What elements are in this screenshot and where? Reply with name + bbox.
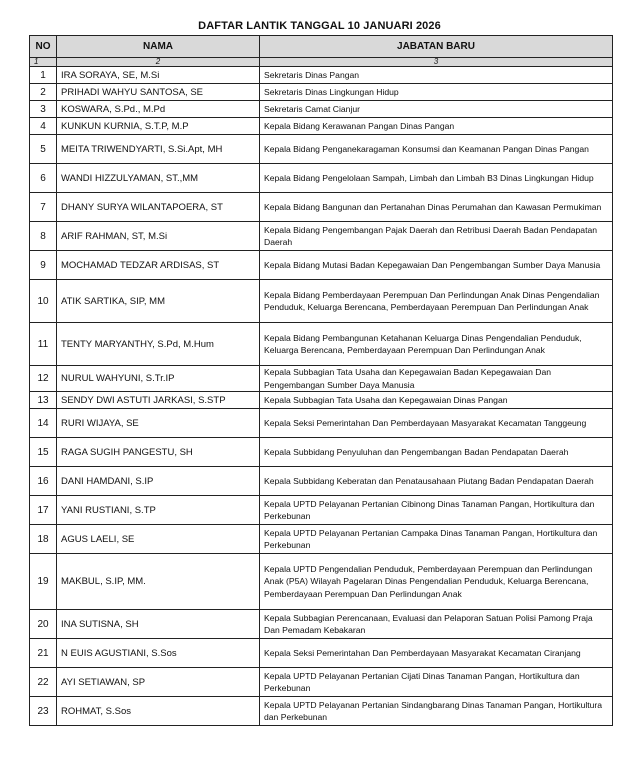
position-title: Kepala Bidang Mutasi Badan Kepegawaian Dan Pengembangan Sumber Daya Manusia (260, 251, 613, 280)
person-name: DANI HAMDANI, S.IP (57, 467, 260, 496)
position-title: Kepala Bidang Kerawanan Pangan Dinas Pangan (260, 118, 613, 135)
position-title: Kepala Bidang Bangunan dan Pertanahan Dinas Perumahan dan Kawasan Permukiman (260, 193, 613, 222)
position-title: Kepala UPTD Pelayanan Pertanian Campaka Dinas Tanaman Pangan, Hortikultura dan Perkebunan (260, 525, 613, 554)
row-number: 16 (30, 467, 57, 496)
table-row (30, 366, 613, 392)
row-number: 4 (30, 118, 57, 135)
row-number: 22 (30, 668, 57, 697)
row-number: 14 (30, 409, 57, 438)
table-row (30, 193, 613, 222)
person-name: MOCHAMAD TEDZAR ARDISAS, ST (57, 251, 260, 280)
table-row (30, 525, 613, 554)
table-row (30, 135, 613, 164)
table-row (30, 101, 613, 118)
position-title: Kepala Subbidang Keberatan dan Penatausahaan Piutang Badan Pendapatan Daerah (260, 467, 613, 496)
row-number: 11 (30, 323, 57, 366)
row-number: 9 (30, 251, 57, 280)
position-title: Sekretaris Camat Cianjur (260, 101, 613, 118)
person-name: WANDI HIZZULYAMAN, ST.,MM (57, 164, 260, 193)
table-row (30, 438, 613, 467)
header-nama: NAMA (57, 36, 260, 58)
table-row (30, 280, 613, 323)
person-name: AYI SETIAWAN, SP (57, 668, 260, 697)
table-row (30, 164, 613, 193)
position-title: Sekretaris Dinas Pangan (260, 67, 613, 84)
position-title: Kepala Bidang Pemberdayaan Perempuan Dan Perlindungan Anak Dinas Pengendalian Penduduk, Keluarga Berencana, Pemberdayaan Perempuan Dan Perlindungan Anak (260, 280, 613, 323)
position-title: Kepala Bidang Pengelolaan Sampah, Limbah dan Limbah B3 Dinas Lingkungan Hidup (260, 164, 613, 193)
table-row (30, 323, 613, 366)
table-row (30, 668, 613, 697)
row-number: 8 (30, 222, 57, 251)
row-number: 18 (30, 525, 57, 554)
row-number: 23 (30, 697, 57, 726)
position-title: Kepala Bidang Penganekaragaman Konsumsi dan Keamanan Pangan Dinas Pangan (260, 135, 613, 164)
person-name: ARIF RAHMAN, ST, M.Si (57, 222, 260, 251)
column-index: 3 (260, 58, 613, 67)
row-number: 21 (30, 639, 57, 668)
position-title: Kepala Subbagian Tata Usaha dan Kepegawaian Dinas Pangan (260, 392, 613, 409)
position-title: Sekretaris Dinas Lingkungan Hidup (260, 84, 613, 101)
row-number: 7 (30, 193, 57, 222)
person-name: NURUL WAHYUNI, S.Tr.IP (57, 366, 260, 392)
person-name: PRIHADI WAHYU SANTOSA, SE (57, 84, 260, 101)
table-row (30, 554, 613, 610)
person-name: N EUIS AGUSTIANI, S.Sos (57, 639, 260, 668)
position-title: Kepala UPTD Pelayanan Pertanian Cijati Dinas Tanaman Pangan, Hortikultura dan Perkebunan (260, 668, 613, 697)
row-number: 10 (30, 280, 57, 323)
position-title: Kepala Seksi Pemerintahan Dan Pemberdayaan Masyarakat Kecamatan Tanggeung (260, 409, 613, 438)
table-row (30, 639, 613, 668)
person-name: MEITA TRIWENDYARTI, S.Si.Apt, MH (57, 135, 260, 164)
person-name: KOSWARA, S.Pd., M.Pd (57, 101, 260, 118)
row-number: 13 (30, 392, 57, 409)
column-index: 1 (30, 58, 57, 67)
row-number: 2 (30, 84, 57, 101)
column-index: 2 (57, 58, 260, 67)
table-row (30, 222, 613, 251)
person-name: SENDY DWI ASTUTI JARKASI, S.STP (57, 392, 260, 409)
person-name: RAGA SUGIH PANGESTU, SH (57, 438, 260, 467)
row-number: 19 (30, 554, 57, 610)
position-title: Kepala UPTD Pelayanan Pertanian Sindangbarang Dinas Tanaman Pangan, Hortikultura dan Perkebunan (260, 697, 613, 726)
table-row (30, 610, 613, 639)
position-title: Kepala Subbagian Perencanaan, Evaluasi dan Pelaporan Satuan Polisi Pamong Praja Dan Pemadam Kebakaran (260, 610, 613, 639)
table-row (30, 697, 613, 726)
row-number: 3 (30, 101, 57, 118)
person-name: TENTY MARYANTHY, S.Pd, M.Hum (57, 323, 260, 366)
person-name: RURI WIJAYA, SE (57, 409, 260, 438)
position-title: Kepala Bidang Pengembangan Pajak Daerah dan Retribusi Daerah Badan Pendapatan Daerah (260, 222, 613, 251)
row-number: 1 (30, 67, 57, 84)
appointment-table (29, 35, 613, 726)
header-no: NO (30, 36, 57, 58)
column-index-row (30, 58, 613, 67)
person-name: ATIK SARTIKA, SIP, MM (57, 280, 260, 323)
header-row (30, 36, 613, 58)
person-name: DHANY SURYA WILANTAPOERA, ST (57, 193, 260, 222)
person-name: AGUS LAELI, SE (57, 525, 260, 554)
person-name: KUNKUN KURNIA, S.T.P, M.P (57, 118, 260, 135)
table-row (30, 496, 613, 525)
position-title: Kepala UPTD Pelayanan Pertanian Cibinong Dinas Tanaman Pangan, Hortikultura dan Perkebunan (260, 496, 613, 525)
person-name: IRA SORAYA, SE, M.Si (57, 67, 260, 84)
document-title: DAFTAR LANTIK TANGGAL 10 JANUARI 2026 (198, 20, 441, 32)
table-row (30, 251, 613, 280)
table-row (30, 467, 613, 496)
row-number: 17 (30, 496, 57, 525)
person-name: YANI RUSTIANI, S.TP (57, 496, 260, 525)
table-row (30, 392, 613, 409)
row-number: 20 (30, 610, 57, 639)
row-number: 12 (30, 366, 57, 392)
position-title: Kepala Seksi Pemerintahan Dan Pemberdayaan Masyarakat Kecamatan Ciranjang (260, 639, 613, 668)
table-row (30, 118, 613, 135)
position-title: Kepala Bidang Pembangunan Ketahanan Keluarga Dinas Pengendalian Penduduk, Keluarga Berencana, Pemberdayaan Perempuan Dan Perlindungan Anak (260, 323, 613, 366)
position-title: Kepala Subbagian Tata Usaha dan Kepegawaian Badan Kepegawaian Dan Pengembangan Sumber Daya Manusia (260, 366, 613, 392)
row-number: 15 (30, 438, 57, 467)
header-jabatan: JABATAN BARU (260, 36, 613, 58)
person-name: MAKBUL, S.IP, MM. (57, 554, 260, 610)
table-row (30, 84, 613, 101)
row-number: 5 (30, 135, 57, 164)
position-title: Kepala UPTD Pengendalian Penduduk, Pemberdayaan Perempuan dan Perlindungan Anak (P5A) Wilayah Pagelaran Dinas Pengendalian Penduduk, Keluarga Berencana, Pemberdayaan Perempuan Dan Perlindungan Anak (260, 554, 613, 610)
position-title: Kepala Subbidang Penyuluhan dan Pengembangan Badan Pendapatan Daerah (260, 438, 613, 467)
person-name: ROHMAT, S.Sos (57, 697, 260, 726)
table-row (30, 67, 613, 84)
row-number: 6 (30, 164, 57, 193)
table-row (30, 409, 613, 438)
person-name: INA SUTISNA, SH (57, 610, 260, 639)
